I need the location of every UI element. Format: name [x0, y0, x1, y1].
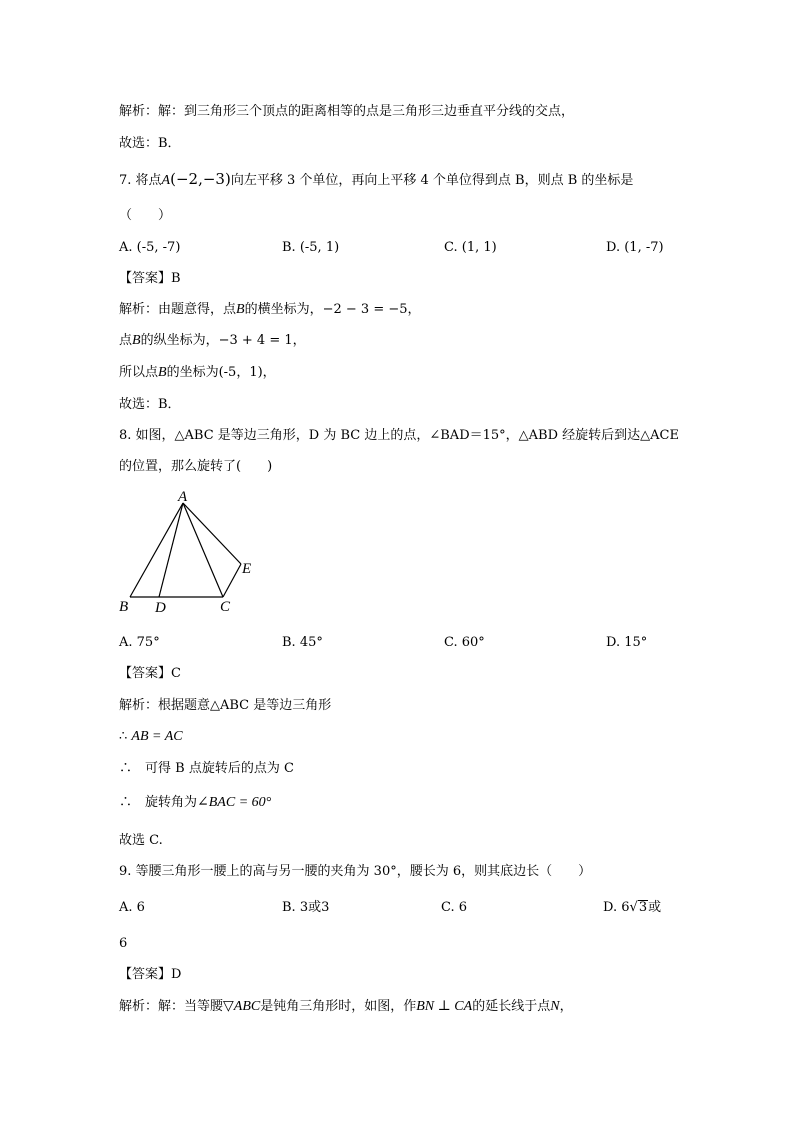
q9-ana-end: ，	[559, 999, 573, 1014]
q8-analysis-4	[119, 794, 271, 812]
q8-ana4-eq: ∠BAC = 60°	[197, 795, 272, 810]
q9-option-b	[282, 899, 329, 917]
q7-ana1-mid: 的横坐标为，	[244, 302, 323, 317]
q7-paren: （ ）	[119, 208, 172, 223]
q9-optb-pre: B.	[282, 900, 300, 915]
q7-ana2-var: B	[132, 333, 141, 348]
q7-ana1-var: B	[236, 302, 245, 317]
q8-analysis-2	[119, 728, 183, 746]
sol6-analysis: 解析：解：到三角形三个顶点的距离相等的点是三角形三边垂直平分线的交点，	[119, 104, 575, 119]
q8-answer: 【答案】C	[119, 666, 181, 681]
therefore-symbol: ∴	[119, 729, 128, 744]
q7-choice: 故选：B．	[119, 397, 181, 412]
q7-ana1-eq: −2 − 3 = −5	[322, 302, 408, 317]
q7-analysis-1	[119, 301, 421, 319]
q7-option-a: A. (-5, -7)	[119, 240, 181, 255]
q7-stem-post: 向左平移 3 个单位，再向上平移 4 个单位得到点 B，则点 B 的坐标是	[230, 173, 634, 188]
q8-analysis-3: ∴ 可得 B 点旋转后的点为 C	[119, 761, 294, 776]
q7-ana3-post: 的坐标为(-5，1)，	[166, 365, 276, 380]
q7-option-c: C. (1, 1)	[444, 240, 497, 255]
q8-analysis-1: 解析：根据题意△ABC 是等边三角形	[119, 698, 332, 713]
label-a: A	[178, 489, 188, 505]
q7-analysis-2	[119, 332, 306, 350]
segment-ce	[223, 564, 241, 597]
label-c: C	[220, 599, 231, 615]
q9-answer: 【答案】D	[119, 967, 182, 982]
q8-stem-2: 的位置，那么旋转了( )	[119, 459, 273, 474]
q9-ana-mid: 是钝角三角形时，如图，作	[260, 999, 417, 1014]
q7-ana3-var: B	[158, 365, 167, 380]
q7-analysis-3	[119, 364, 276, 382]
segment-ae	[183, 503, 241, 564]
q9-optd-sqrt	[621, 899, 648, 917]
q9-option-d-cont: 6	[119, 936, 128, 951]
q9-ana-tri: ▽ABC	[223, 999, 261, 1014]
q9-optd-post: 或	[648, 900, 662, 915]
q7-ana2-eq: −3 + 4 = 1	[218, 333, 293, 348]
q7-stem-pre: 7. 将点	[119, 173, 162, 188]
q7-ana1-end: ，	[407, 302, 421, 317]
label-e: E	[242, 561, 252, 577]
q9-ana-pre: 解析：解：当等腰	[119, 999, 224, 1014]
q7-ana2-pre: 点	[119, 333, 133, 348]
q9-ana-n: N	[550, 999, 560, 1014]
q9-optb-mid: 3	[299, 900, 309, 915]
q7-option-d: D. (1, -7)	[606, 240, 664, 255]
q9-option-a: A. 6	[119, 900, 145, 915]
q8-choice: 故选 C.	[119, 833, 163, 848]
q8-option-a: A. 75°	[119, 635, 160, 650]
q9-ana-post: 的延长线于点	[472, 999, 551, 1014]
q8-option-d: D. 15°	[606, 635, 648, 650]
q7-stem	[119, 170, 633, 190]
q7-point-a: A	[161, 173, 171, 188]
q9-option-c: C. 6	[441, 900, 468, 915]
q9-stem: 9. 等腰三角形一腰上的高与另一腰的夹角为 30°，腰长为 6，则其底边长（ ）	[119, 864, 592, 879]
q7-coords: (−2,−3)	[170, 170, 231, 188]
q9-analysis	[119, 998, 573, 1016]
sol6-choice: 故选：B．	[119, 136, 181, 151]
q8-ana2-eq: AB = AC	[131, 729, 183, 744]
q7-answer: 【答案】B	[119, 271, 181, 286]
q8-ana4-pre: ∴ 旋转角为	[119, 795, 198, 810]
q9-optd-pre: D.	[603, 900, 622, 915]
q9-optd-coef: 6	[621, 900, 630, 915]
q7-option-b: B. (-5, 1)	[282, 240, 340, 255]
label-b: B	[119, 599, 129, 615]
segment-ac	[183, 503, 223, 597]
segment-ab	[130, 503, 183, 597]
q8-triangle-figure	[110, 485, 270, 615]
segment-ad	[159, 503, 183, 597]
q9-optd-radicand: 3	[638, 900, 648, 915]
q9-option-d	[603, 899, 661, 917]
q9-optb-post: 或3	[308, 900, 330, 915]
sqrt-icon: √	[629, 900, 638, 915]
label-d: D	[155, 600, 166, 615]
q9-ana-perp: BN ⊥ CA	[416, 999, 473, 1014]
q8-stem-1: 8. 如图，△ABC 是等边三角形，D 为 BC 边上的点，∠BAD＝15°，△ABD 经旋转后到达△ACE	[119, 428, 679, 443]
q7-ana2-mid: 的纵坐标为，	[140, 333, 219, 348]
q8-option-b: B. 45°	[282, 635, 323, 650]
q7-ana1-pre: 解析：由题意得，点	[119, 302, 237, 317]
q8-option-c: C. 60°	[444, 635, 485, 650]
q7-ana3-pre: 所以点	[119, 365, 159, 380]
q7-ana2-end: ，	[292, 333, 306, 348]
